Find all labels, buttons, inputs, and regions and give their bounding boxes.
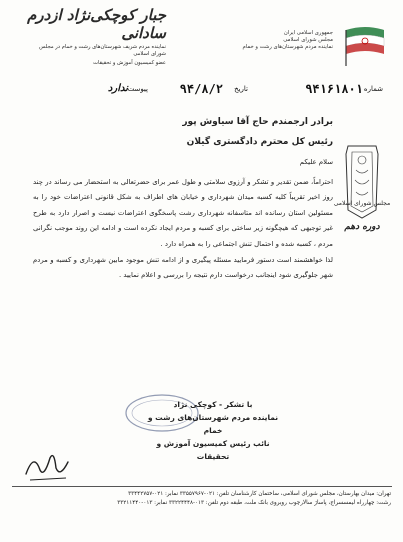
- attachment-value: ندارد: [107, 83, 128, 94]
- date-label: تاریخ: [234, 85, 248, 93]
- iran-flag-emblem-icon: [342, 22, 388, 68]
- recipient-name: برادر ارجمندم حاج آقا سیاوش پور: [182, 117, 333, 127]
- sender-name: جبار کوچکی‌نژاد ازدرم سادانی: [27, 6, 166, 42]
- sender-letterhead: [26, 6, 166, 67]
- closing-block: [143, 398, 283, 463]
- attachment-label: پیوست: [127, 85, 148, 93]
- letter-body: [33, 155, 333, 284]
- seal-term: دوره دهم: [344, 222, 380, 232]
- sender-line-1: نماینده مردم شریف شهرستان‌های رشت و خمام در مجلس شورای اسلامی: [39, 44, 166, 57]
- footer-rasht-address: رشت: چهارراه لیمسسراج، پاساژ سالارچوب روبروی بانک ملت، طبقه دوم تلفن: ۰۱۳-۳۳۲۲۴۴۴۸ نمابر: ۰۱۳-۳۳۲۱۱۴۴۰: [117, 500, 391, 506]
- sender-line-2: عضو کمیسیون آموزش و تحقیقات: [93, 60, 166, 66]
- reference-row: [25, 82, 383, 100]
- parliament-line-2: مجلس شورای اسلامی: [283, 37, 333, 43]
- body-paragraph-2: لذا خواهشمند است دستور فرمایید مسئله پیگیری و از ادامه تنش موجود مابین شهرداری و کسبه و مردم شهر جلوگیری شود اینجانب درخواست دارم نتیجه را بررسی و اعلام نمایید .: [33, 255, 333, 280]
- closing-name: با تشکر - کوچکی نژاد: [173, 400, 253, 409]
- letter-number: ۹۴۱۶۱۸۰۱: [305, 82, 363, 96]
- footer-divider: [12, 486, 392, 487]
- closing-title-1: نماینده مردم شهرستان‌های رشت و خمام: [147, 413, 279, 435]
- recipient-title: رئیس کل محترم دادگستری گیلان: [186, 137, 333, 147]
- footer-tehran-address: تهران: میدان بهارستان، مجلس شورای اسلامی، ساختمان کارشناسان تلفن: ۰۲۱-۳۳۵۵۷۹۶۷ نمابر: ۰۲۱-۳۳۴۴۲۷۵۷: [128, 491, 391, 497]
- body-paragraph-1: احتراماً، ضمن تقدیر و تشکر و آرزوی سلامتی و طول عمر برای حضرتعالی به استحضار می رساند در چند روز اخیر تقریباً کلیه کسبه میدان شهرداری و خیابان های اطراف به شکل قانونی اعتراضات خود را به مسئولین استان رسانده اند متاسفانه شهرداری رشت پاسخگوی اعتراضات نیست و اصرار دارد به طرح غیر توجیهی که هیچگونه زیر ساختی برای کسبه و مردم ایجاد نکرده است و ادامه این روند موجب نگرانی مردم ، کسبه شده و احتمال تنش اجتماعی را به همراه دارد .: [33, 177, 333, 248]
- greeting: سلام علیکم: [299, 158, 333, 166]
- handwritten-signature-icon: [20, 444, 76, 484]
- parliament-line-3: نماینده مردم شهرستان‌های رشت و خمام: [242, 44, 333, 50]
- parliament-letterhead: [205, 30, 333, 51]
- letter-date: ۹۴/۸/۲: [179, 82, 223, 96]
- recipient-block: [53, 112, 333, 152]
- closing-title-2: نائب رئیس کمیسیون آموزش و تحقیقات: [156, 439, 270, 461]
- footer: [11, 490, 391, 508]
- parliament-line-1: جمهوری اسلامی ایران: [283, 30, 333, 36]
- seal-text: مجلس شورای اسلامی: [333, 200, 391, 207]
- number-label: شماره: [363, 85, 383, 93]
